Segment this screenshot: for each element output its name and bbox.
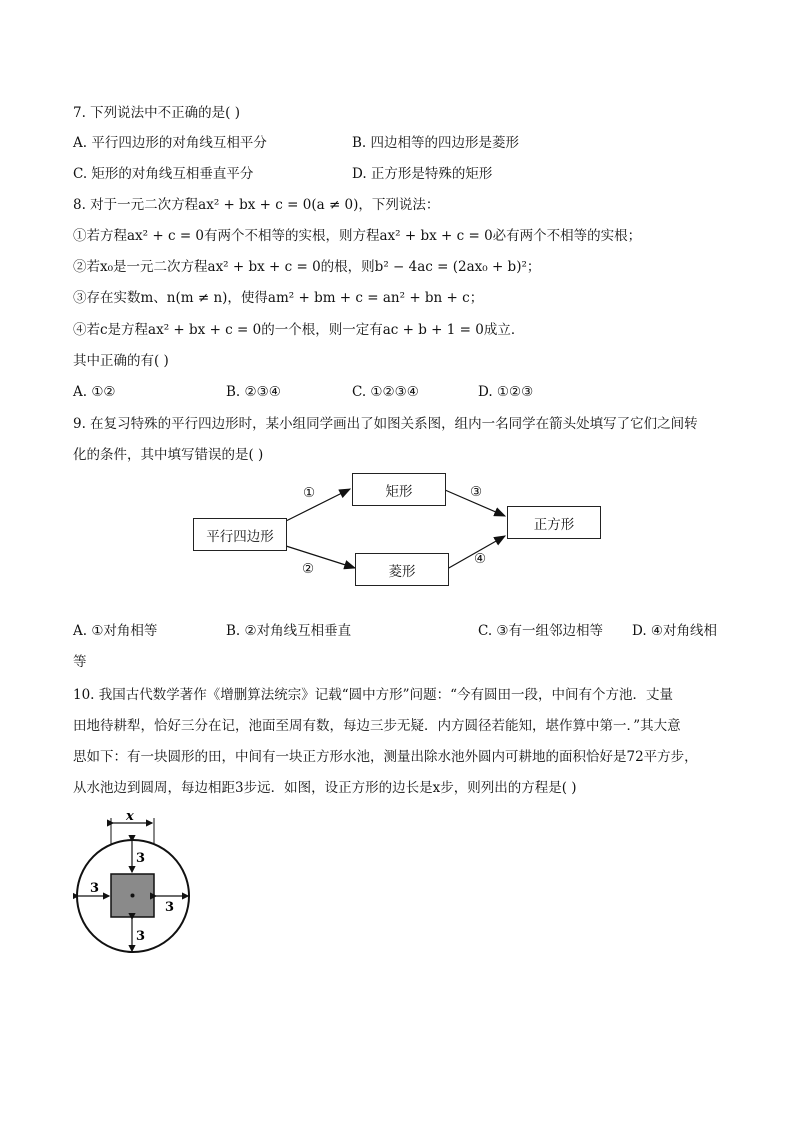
q7-option-c: C. 矩形的对角线互相垂直平分 [73, 166, 254, 182]
q8-option-a: A. ①② [73, 384, 116, 400]
q8-option-c: C. ①②③④ [352, 384, 419, 400]
node-square: 正方形 [507, 506, 601, 539]
arrow-label-4: ④ [474, 551, 487, 567]
q9-stem-line2: 化的条件，其中填写错误的是( ) [73, 447, 264, 463]
q9-option-d: D. ④对角线相 [632, 623, 718, 639]
q8-statement-2: ②若x₀是一元二次方程ax² + bx + c = 0的根，则b² − 4ac = (2ax₀ + b)²； [73, 259, 541, 275]
arrow-1 [286, 489, 350, 521]
q8-statement-3: ③存在实数m、n(m ≠ n)，使得am² + bm + c = an² + bn + c； [73, 290, 484, 306]
dim-left: 3 [90, 881, 100, 896]
circle-square-figure [73, 808, 193, 964]
q9-option-a: A. ①对角相等 [73, 623, 158, 639]
q8-statement-1: ①若方程ax² + c = 0有两个不相等的实根，则方程ax² + bx + c = 0必有两个不相等的实根； [73, 228, 642, 244]
figure-svg [73, 808, 193, 960]
q8-statement-4: ④若c是方程ax² + bx + c = 0的一个根，则一定有ac + b + 1 = 0成立． [73, 322, 525, 338]
arrow-label-3: ③ [470, 484, 483, 500]
q7-option-a: A. 平行四边形的对角线互相平分 [73, 135, 267, 151]
x-label: x [126, 809, 134, 824]
dim-right: 3 [165, 900, 175, 915]
q9-option-d-wrap: 等 [73, 654, 87, 670]
node-rhombus: 菱形 [355, 553, 449, 586]
q8-ask: 其中正确的有( ) [73, 353, 169, 369]
q9-stem-line1: 9. 在复习特殊的平行四边形时，某小组同学画出了如图关系图，组内一名同学在箭头处填写了它们之间转 [73, 416, 698, 432]
q7-option-b: B. 四边相等的四边形是菱形 [352, 135, 520, 151]
q10-line2: 田地待耕犁，恰好三分在记，池面至周有数，每边三步无疑．内方圆径若能知，堪作算中第一．”其大意 [73, 718, 681, 734]
node-rectangle: 矩形 [352, 473, 446, 506]
q7-stem: 7. 下列说法中不正确的是( ) [73, 105, 240, 121]
q9-option-b: B. ②对角线互相垂直 [226, 623, 352, 639]
q8-stem: 8. 对于一元二次方程ax² + bx + c = 0(a ≠ 0)，下列说法： [73, 197, 440, 213]
dim-bottom: 3 [136, 929, 146, 944]
q10-line1: 10. 我国古代数学著作《增删算法统宗》记载“圆中方形”问题：“今有圆田一段，中间有个方池．丈量 [73, 687, 673, 703]
q8-option-b: B. ②③④ [226, 384, 281, 400]
arrow-label-2: ② [302, 561, 315, 577]
q9-option-c: C. ③有一组邻边相等 [478, 623, 604, 639]
arrow-2 [286, 546, 355, 568]
q10-line4: 从水池边到圆周，每边相距3步远．如图，设正方形的边长是x步，则列出的方程是( ) [73, 780, 577, 796]
q10-line3: 思如下：有一块圆形的田，中间有一块正方形水池，测量出除水池外圆内可耕地的面积恰好是72平方步， [73, 749, 698, 765]
q8-option-d: D. ①②③ [478, 384, 534, 400]
dim-top: 3 [136, 851, 146, 866]
node-parallelogram: 平行四边形 [193, 518, 287, 551]
q7-option-d: D. 正方形是特殊的矩形 [352, 166, 493, 182]
arrow-label-1: ① [303, 485, 316, 501]
